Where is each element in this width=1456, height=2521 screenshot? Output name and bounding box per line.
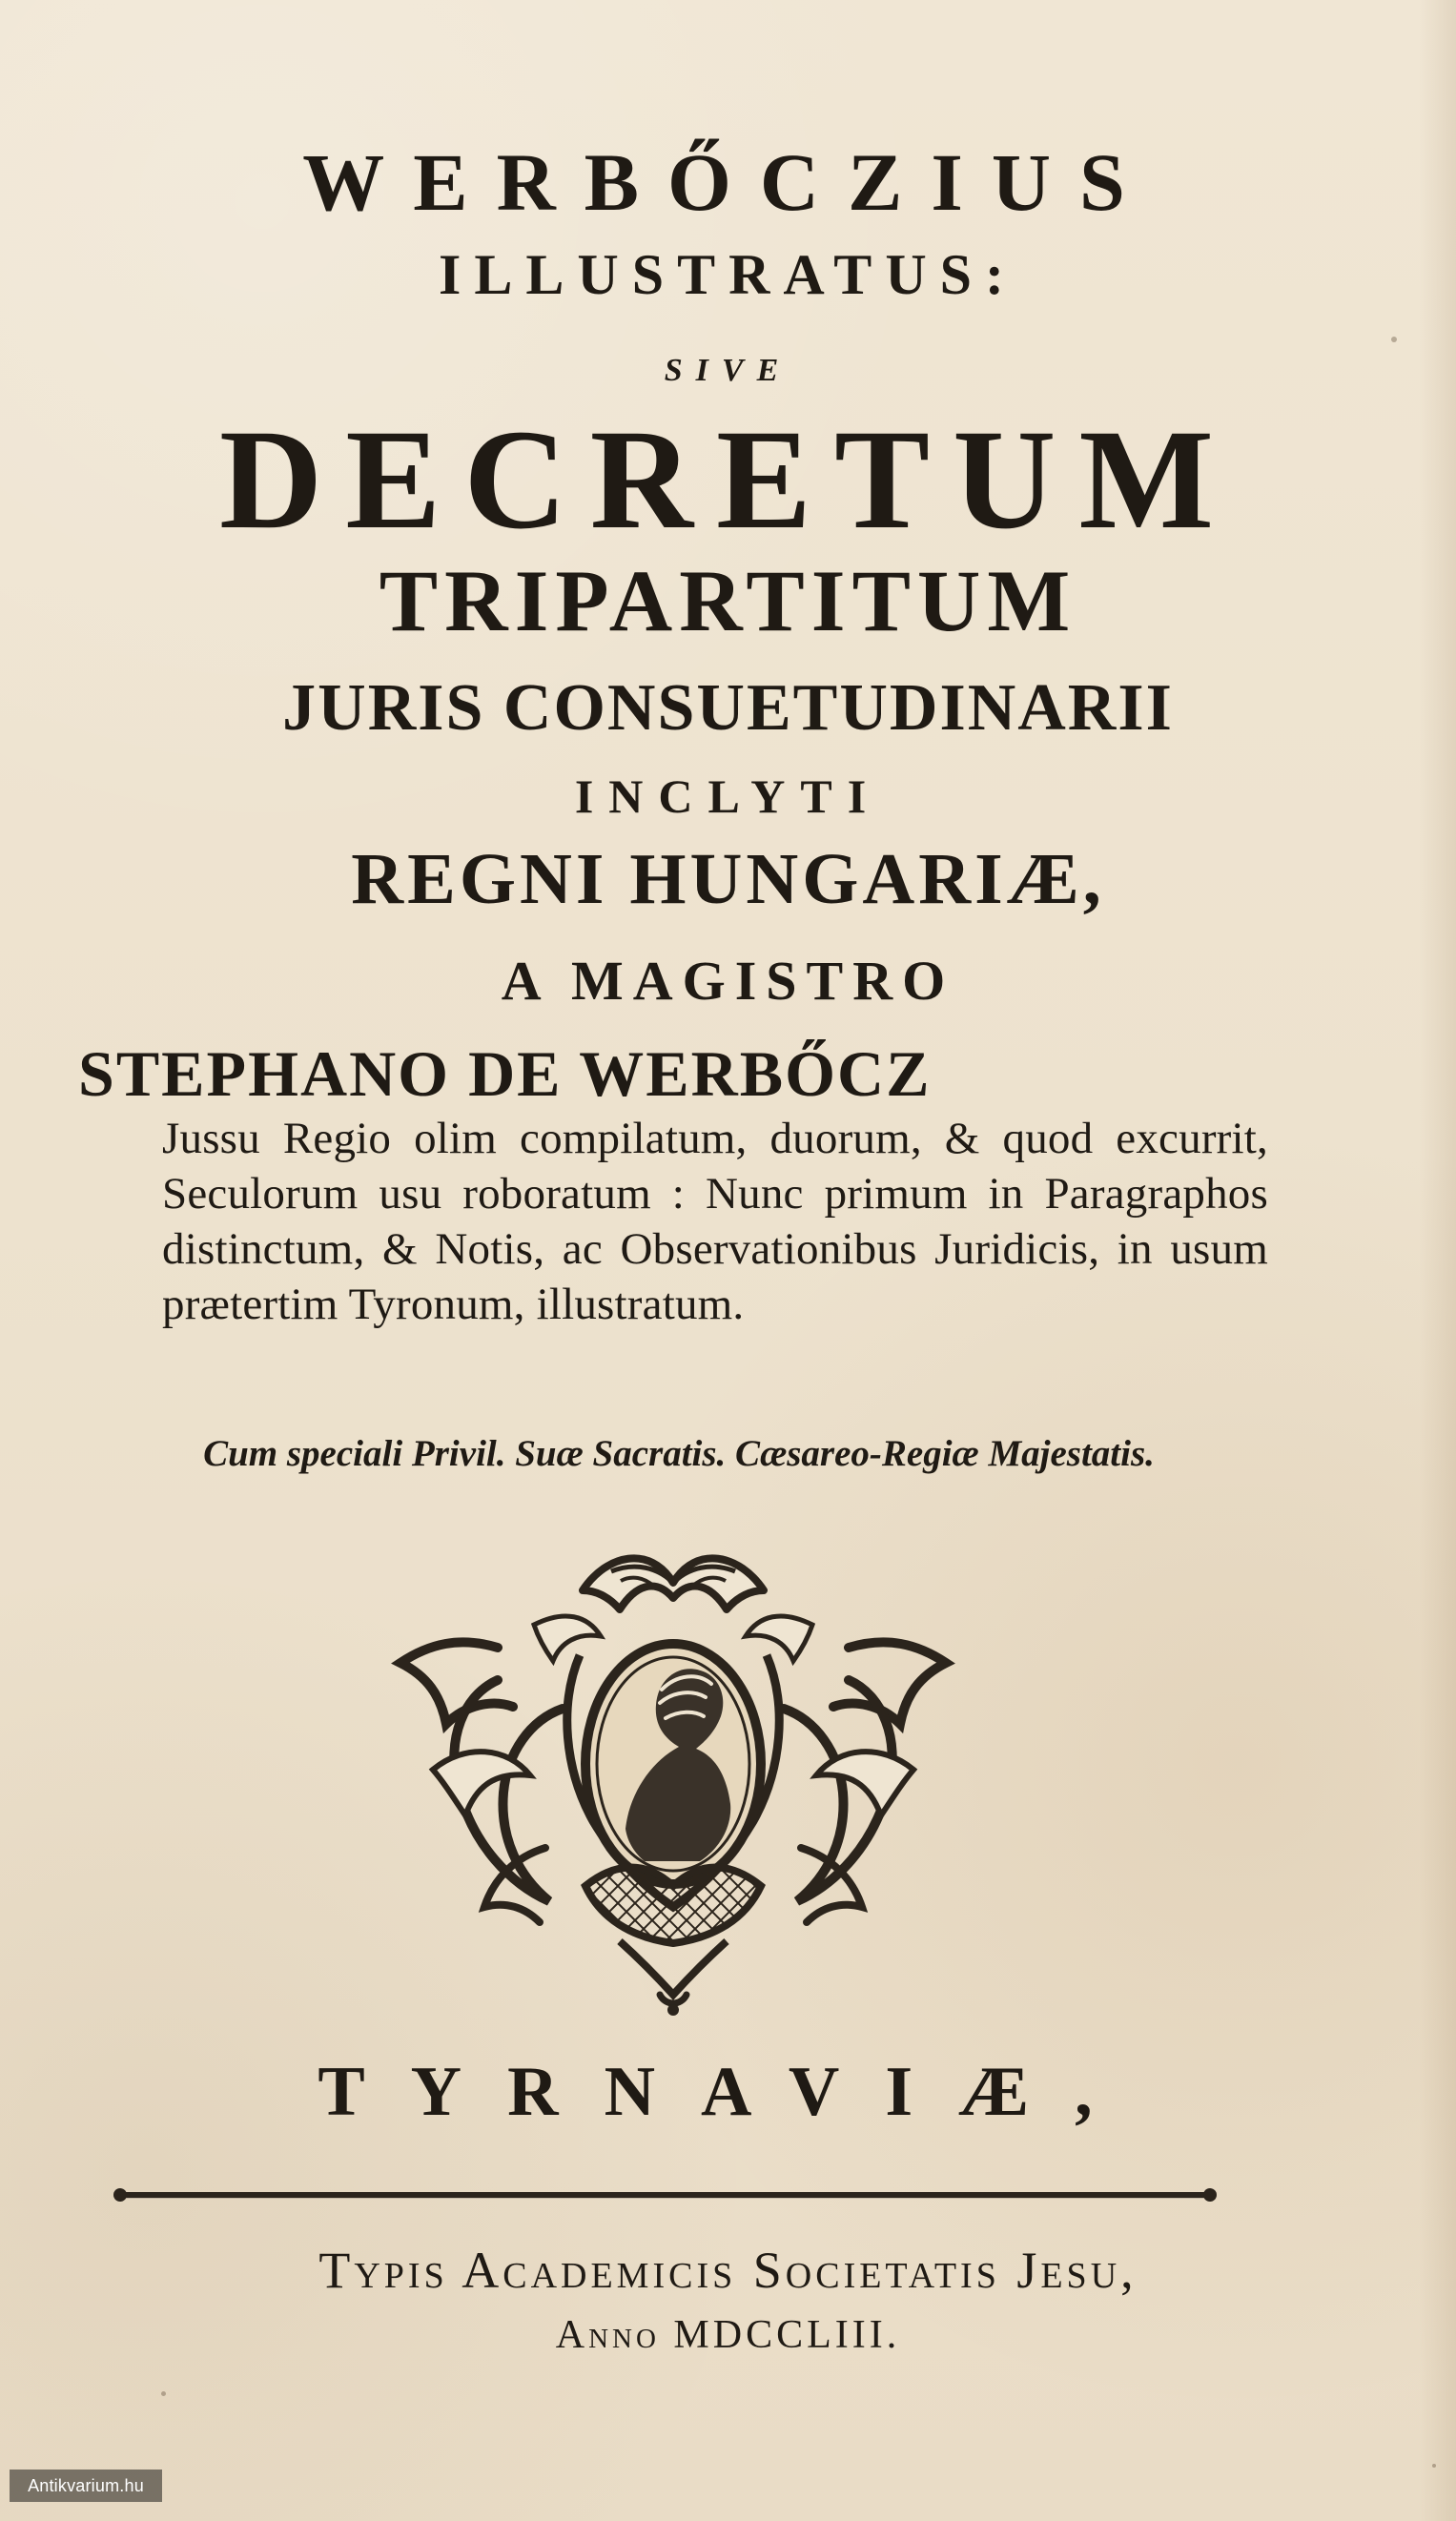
title-line-a-magistro: A MAGISTRO — [501, 950, 955, 1012]
paper-speck — [161, 2391, 166, 2396]
title-line-werboczius: WERBŐCZIUS — [302, 136, 1154, 228]
title-line-illustratus: ILLUSTRATUS: — [438, 243, 1017, 306]
title-line-juris-consuetudinarii: JURIS CONSUETUDINARII — [282, 671, 1174, 745]
publication-city: TYRNAVIÆ, — [318, 2053, 1138, 2131]
ornamental-cartouche-image — [378, 1543, 969, 2018]
title-description: Jussu Regio olim compilatum, duorum, & quod excurrit, Seculorum usu roboratum : Nunc primum in Paragraphos distinctum, & Notis, ac Observationibus Juridicis, in usum prætertim Tyronum, illustratum. — [162, 1114, 1268, 1329]
title-line-sive: SIVE — [664, 353, 792, 388]
watermark-label: Antikvarium.hu — [10, 2470, 162, 2502]
title-line-tripartitum: TRIPARTITUM — [379, 552, 1077, 649]
privilege-note: Cum speciali Privil. Suæ Sacratis. Cæsareo-Regiæ Majestatis. — [203, 1433, 1155, 1474]
title-line-regni-hungariae: REGNI HUNGARIÆ, — [351, 839, 1105, 919]
printer-line: Typis Academicis Societatis Jesu, — [318, 2242, 1138, 2299]
title-line-stephano-de-werbocz: STEPHANO DE WERBŐCZ — [78, 1037, 932, 1110]
title-line-inclyti: INCLYTI — [574, 769, 882, 823]
paper-speck — [1432, 2464, 1436, 2468]
title-line-decretum: DECRETUM — [218, 400, 1238, 559]
divider-rule — [120, 2192, 1210, 2198]
publication-year: Anno MDCCLIII. — [555, 2313, 901, 2357]
paper-speck — [1391, 337, 1397, 342]
